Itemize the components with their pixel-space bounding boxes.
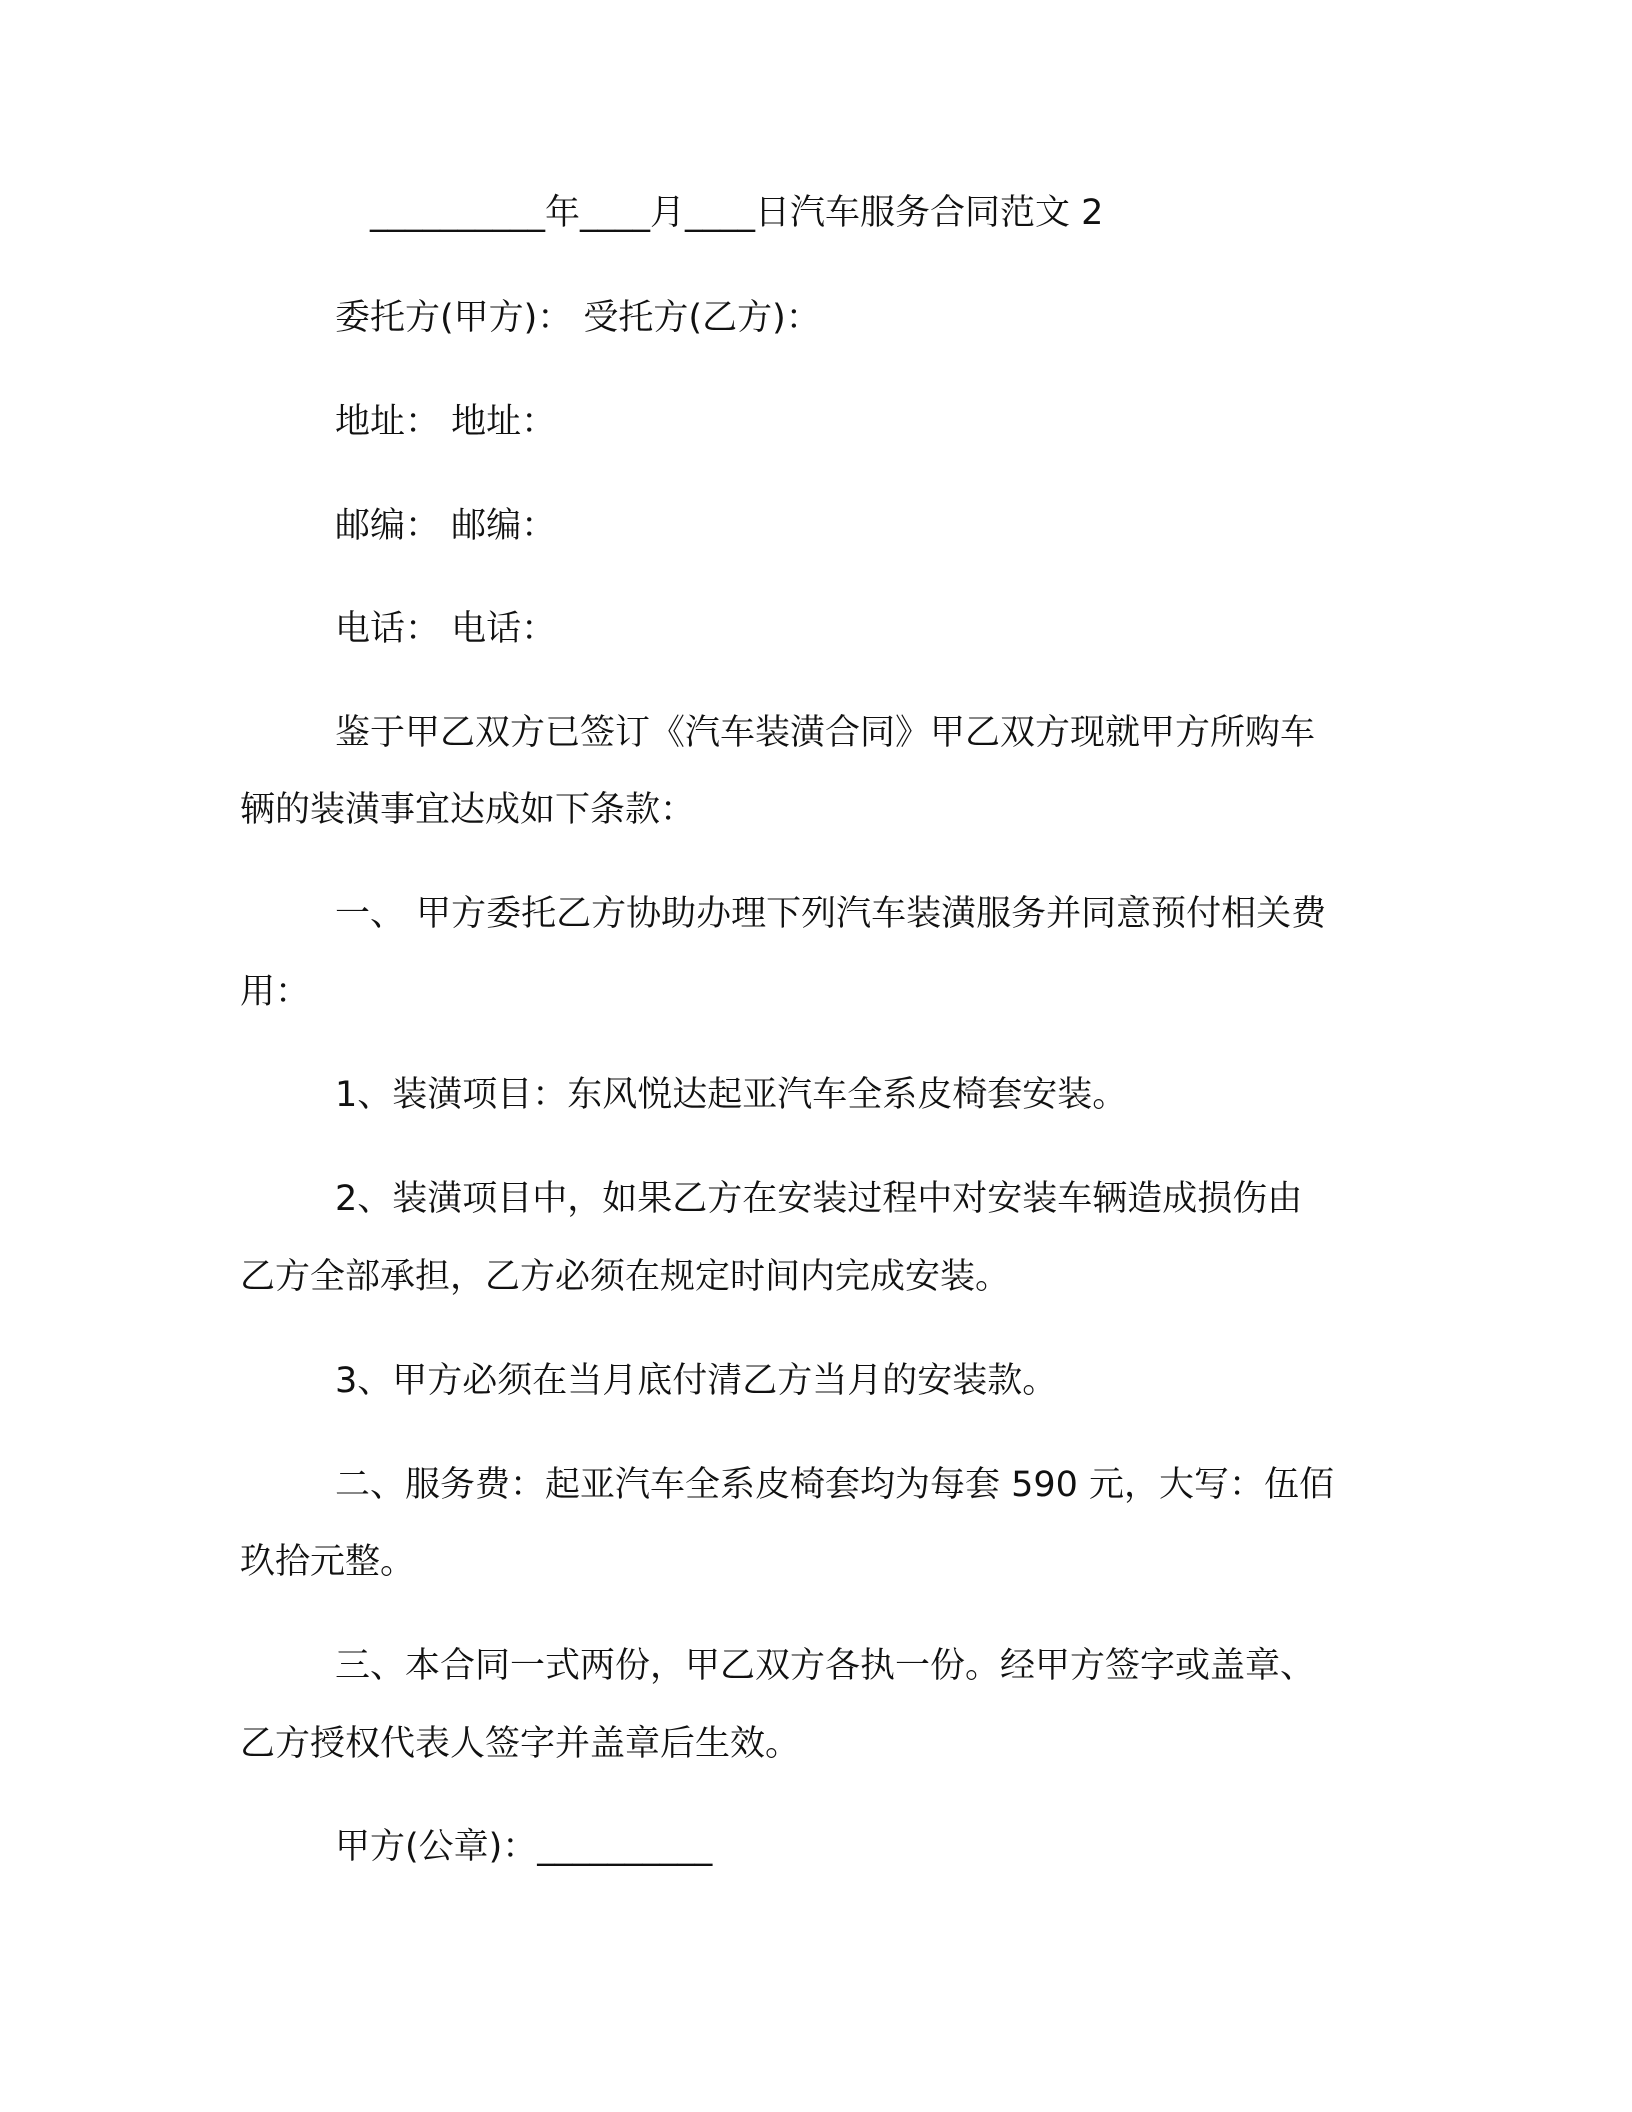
- clause-3-line-2: 乙方授权代表人签字并盖章后生效。: [240, 1724, 801, 1764]
- clause-1-line-1: 一、 甲方委托乙方协助办理下列汽车装潢服务并同意预付相关费: [335, 894, 1327, 934]
- item-2-line-1: 2、装潢项目中，如果乙方在安装过程中对安装车辆造成损伤由: [335, 1179, 1303, 1219]
- contract-title: __________年____月____日汽车服务合同范文 2: [370, 193, 1104, 233]
- party-a-seal-line: 甲方(公章)：__________: [335, 1827, 713, 1867]
- preamble-line-2: 辆的装潢事宜达成如下条款：: [240, 790, 696, 830]
- clause-2-line-2: 玖拾元整。: [240, 1542, 416, 1582]
- postcode-line: 邮编： 邮编：: [335, 506, 557, 546]
- item-2-line-2: 乙方全部承担，乙方必须在规定时间内完成安装。: [240, 1257, 1011, 1297]
- item-3: 3、甲方必须在当月底付清乙方当月的安装款。: [335, 1361, 1058, 1401]
- clause-2-line-1: 二、服务费：起亚汽车全系皮椅套均为每套 590 元，大写：伍佰: [335, 1465, 1335, 1505]
- clause-1-line-2: 用：: [240, 972, 311, 1012]
- preamble-line-1: 鉴于甲乙双方已签订《汽车装潢合同》甲乙双方现就甲方所购车: [335, 713, 1316, 753]
- clause-3-line-1: 三、本合同一式两份，甲乙双方各执一份。经甲方签字或盖章、: [335, 1646, 1316, 1686]
- parties-line: 委托方(甲方)： 受托方(乙方)：: [335, 298, 821, 338]
- phone-line: 电话： 电话：: [335, 609, 557, 649]
- address-line: 地址： 地址：: [335, 402, 557, 442]
- item-1: 1、装潢项目：东风悦达起亚汽车全系皮椅套安装。: [335, 1075, 1128, 1115]
